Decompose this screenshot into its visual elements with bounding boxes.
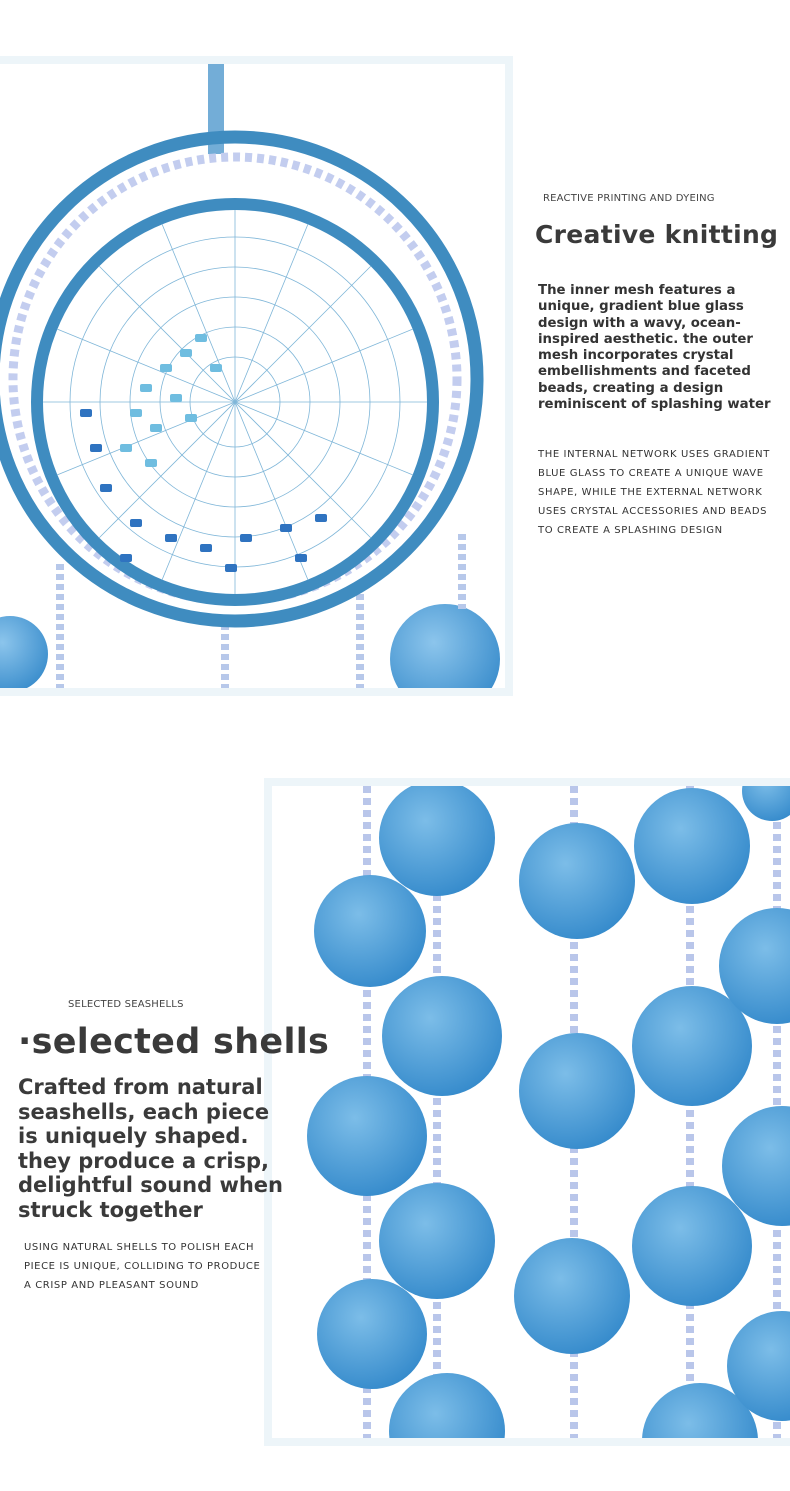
section-description: The inner mesh features a unique, gradient blue glass design with a wavy, ocean-inspired aesthetic. the outer mesh incorporates crystal embellishments and faceted beads, creating a design reminiscent of splashing water (538, 283, 771, 413)
shell (0, 616, 48, 688)
web-mesh (43, 210, 427, 594)
section-caption: THE INTERNAL NETWORK USES GRADIENT BLUE GLASS TO CREATE A UNIQUE WAVE SHAPE, WHILE THE EXTERNAL NETWORK USES CRYSTAL ACCESSORIES AND BEADS TO CREATE A SPLASHING DESIGN (538, 449, 770, 536)
section-heading: ·selected shells (18, 1022, 330, 1062)
shells (307, 786, 790, 1438)
section-kicker: REACTIVE PRINTING AND DYEING (543, 193, 715, 204)
shell (390, 604, 500, 688)
section-heading: Creative knitting (535, 220, 779, 249)
seashells-photo-frame (264, 778, 790, 1446)
seashells-photo (272, 786, 790, 1438)
dreamcatcher-photo (0, 64, 505, 688)
section-description: Crafted from natural seashells, each piece is uniquely shaped. they produce a crisp, delightful sound when struck together (18, 1075, 284, 1222)
section-caption: USING NATURAL SHELLS TO POLISH EACH PIECE IS UNIQUE, COLLIDING TO PRODUCE A CRISP AND PLEASANT SOUND (24, 1242, 261, 1291)
section-kicker: SELECTED SEASHELLS (68, 999, 184, 1010)
dreamcatcher-photo-frame (0, 56, 513, 696)
